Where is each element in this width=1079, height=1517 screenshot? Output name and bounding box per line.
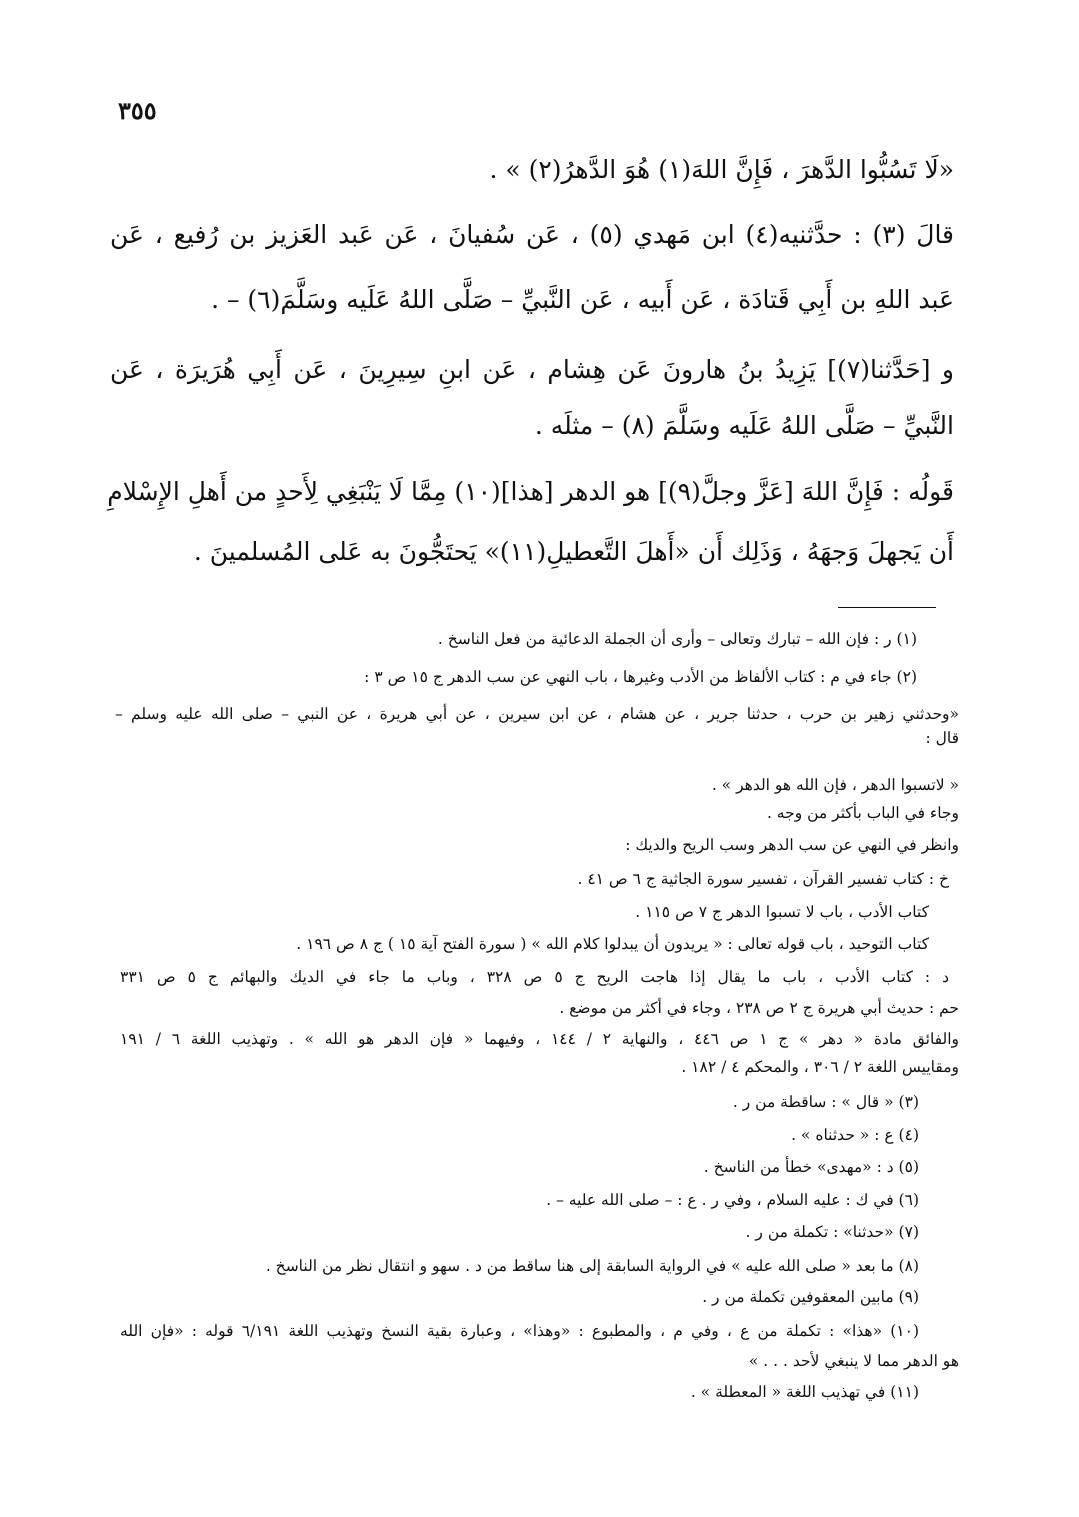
footnote-line: والفائق مادة « دهر » ج ١ ص ٤٤٦ ، والنهاية ٢ / ١٤٤ ، وفيهما « فإن الدهر هو الله » . وتهذيب اللغة ٦ / ١٩١ — [120, 1030, 960, 1048]
isnad-line: النَّبيِّ – صَلَّى اللهُ عَلَيه وسَلَّمَ (٨) – مثلَه . — [534, 411, 954, 440]
commentary-line: قَولُه : فَإِنَّ اللهَ [عَزَّ وجلَّ(٩)] هو الدهر [هذا](١٠) مِمَّا لَا يَنْبَغِي لِأَحدٍ من أَهلِ الإِسْلامِ — [107, 477, 954, 506]
footnote-line: (٨) ما بعد « صلى الله عليه » في الرواية السابقة إلى هنا ساقط من د . سهو و انتقال نظر من الناسخ . — [265, 1257, 919, 1275]
isnad-line: قالَ (٣) : حدَّثنيه(٤) ابن مَهدي (٥) ، عَن سُفيانَ ، عَن عَبد العَزيز بن رُفيع ، عَن — [110, 220, 955, 249]
footnote-line: (١١) في تهذيب اللغة « المعطلة » . — [690, 1383, 919, 1401]
page-number: ٣٥٥ — [118, 96, 157, 125]
footnote-line: كتاب الأدب ، باب لا تسبوا الدهر ج ٧ ص ١١٥ . — [635, 903, 929, 921]
footnote-line: وانظر في النهي عن سب الدهر وسب الريح والديك : — [625, 836, 959, 854]
footnote-line: (٥) د : «مهدى» خطأ من الناسخ . — [703, 1158, 919, 1176]
footnote-line: ومقاييس اللغة ٢ / ٣٠٦ ، والمحكم ٤ / ١٨٢ . — [681, 1058, 959, 1076]
footnote-line: (٤) ع : « حدثناه » . — [791, 1126, 919, 1144]
footnote-line: (١٠) «هذا» : تكملة من ع ، وفي م ، والمطبوع : «وهذا» ، وعبارة بقية النسخ وتهذيب اللغة ٦/١٩١ قوله : «فإن الله — [120, 1322, 919, 1340]
isnad-line: عَبد اللهِ بن أَبِي قَتادَة ، عَن أَبيه ، عَن النَّبيِّ – صَلَّى اللهُ عَلَيه وسَلَّمَ(٦) – . — [211, 285, 954, 314]
footnote-line: حم : حديث أبي هريرة ج ٢ ص ٢٣٨ ، وجاء في أكثر من موضع . — [559, 999, 959, 1017]
footnote-line: (١) ر : فإن الله – تبارك وتعالى – وأرى أن الجملة الدعائية من فعل الناسخ . — [437, 630, 917, 648]
commentary-line: أَن يَجهلَ وَجهَهُ ، وَذَلِك أَن «أَهلَ التَّعطيلِ(١١)» يَحتَجُّونَ به عَلى المُسلمينَ . — [193, 537, 954, 566]
footnote-line: خ : كتاب تفسير القرآن ، تفسير سورة الجاثية ج ٦ ص ٤١ . — [577, 870, 949, 888]
footnote-line: (٦) في ك : عليه السلام ، وفي ر . ع : – صلى الله عليه – . — [546, 1191, 919, 1209]
footnote-separator — [838, 607, 936, 608]
footnote-line: كتاب التوحيد ، باب قوله تعالى : « يريدون أن يبدلوا كلام الله » ( سورة الفتح آية ١٥ ) ج ٨ ص ١٩٦ . — [296, 935, 929, 953]
footnote-line: (٧) «حدثنا» : تكملة من ر . — [745, 1223, 919, 1241]
hadith-text-line: «لَا تَسُبُّوا الدَّهرَ ، فَإِنَّ اللهَ(١) هُوَ الدَّهرُ(٢) » . — [489, 155, 954, 184]
footnote-line: د : كتاب الأدب ، باب ما يقال إذا هاجت الريح ج ٥ ص ٣٢٨ ، وباب ما جاء في الديك والبهائم ج ٥ ص ٣٣١ — [120, 968, 949, 986]
footnote-line: (٣) « قال » : ساقطة من ر . — [732, 1093, 919, 1111]
footnote-line: (٢) جاء في م : كتاب الألفاظ من الأدب وغيرها ، باب النهي عن سب الدهر ج ١٥ ص ٣ : — [364, 668, 917, 686]
footnote-line: وجاء في الباب بأكثر من وجه . — [766, 804, 959, 822]
footnote-line: هو الدهر مما لا ينبغي لأحد . . . » — [748, 1352, 959, 1370]
isnad-line: و [حَدَّثنا(٧)] يَزِيدُ بنُ هارونَ عَن هِشام ، عَن ابنِ سِيرِينَ ، عَن أَبِي هُرَيرَة ، عَن — [110, 355, 954, 384]
footnote-line: «وحدثني زهير بن حرب ، حدثنا جرير ، عن هشام ، عن ابن سيرين ، عن أبي هريرة ، عن النبي – صلى الله عليه وسلم – — [115, 705, 959, 723]
footnote-line: « لاتسبوا الدهر ، فإن الله هو الدهر » . — [711, 776, 959, 794]
footnote-line: قال : — [925, 729, 959, 747]
footnote-line: (٩) مابين المعقوفين تكملة من ر . — [702, 1288, 919, 1306]
